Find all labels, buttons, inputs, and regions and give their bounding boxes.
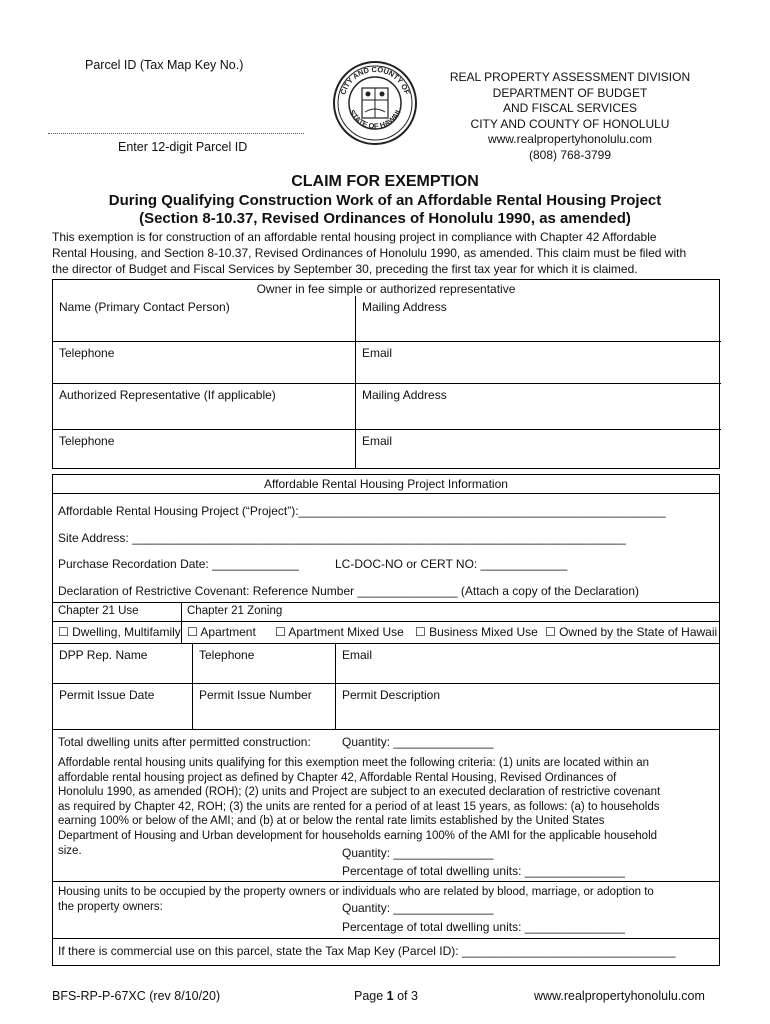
criteria-line: affordable rental housing project as defined by Chapter 42, Affordable Rental Housing, Revised Ordinances of	[58, 771, 617, 784]
permit-issue-number-label: Permit Issue Number	[199, 688, 312, 702]
checkbox-business-mixed-use[interactable]: ☐ Business Mixed Use	[415, 625, 538, 639]
authorized-rep-label: Authorized Representative (If applicable)	[59, 388, 276, 402]
dpp-email-field[interactable]	[336, 644, 719, 684]
mailing-address-label: Mailing Address	[362, 300, 447, 314]
total-units-quantity-field[interactable]: Quantity: _______________	[342, 735, 494, 749]
owner-occupied-line: the property owners:	[58, 900, 163, 913]
qualifying-units-quantity-field[interactable]: Quantity: _______________	[342, 846, 494, 860]
page-number: 1	[386, 989, 394, 1003]
criteria-line: size.	[58, 844, 82, 857]
chapter21-use-label: Chapter 21 Use	[58, 605, 139, 617]
chapter21-col-divider	[181, 602, 182, 643]
name-label: Name (Primary Contact Person)	[59, 300, 230, 314]
form-title: CLAIM FOR EXEMPTION	[291, 173, 479, 190]
chapter21-row-divider	[53, 621, 719, 622]
declaration-reference-field[interactable]: Declaration of Restrictive Covenant: Reference Number _______________ (Attach a copy of the Declaration)	[58, 584, 639, 598]
rep-mailing-address-field[interactable]	[356, 384, 721, 430]
permit-issue-number-field[interactable]	[193, 684, 336, 729]
permit-description-field[interactable]	[336, 684, 719, 729]
svg-text:STATE OF HAWAII: STATE OF HAWAII	[347, 108, 403, 131]
dpp-telephone-field[interactable]	[193, 644, 336, 684]
agency-block	[430, 70, 710, 163]
commercial-tmk-field[interactable]: If there is commercial use on this parcel, state the Tax Map Key (Parcel ID): ________________________________	[58, 944, 676, 958]
page-total: 3	[411, 989, 418, 1003]
checkbox-apartment-mixed-use[interactable]: ☐ Apartment Mixed Use	[275, 625, 404, 639]
agency-line: REAL PROPERTY ASSESSMENT DIVISION	[449, 70, 691, 84]
criteria-paragraph	[58, 756, 718, 858]
intro-line: the director of Budget and Fiscal Services by September 30, preceding the first tax year for which it is claimed.	[52, 262, 638, 276]
dpp-rep-name-field[interactable]	[53, 644, 193, 684]
agency-line: DEPARTMENT OF BUDGET	[492, 85, 648, 100]
checkbox-owned-by-state[interactable]: ☐ Owned by the State of Hawaii	[545, 625, 718, 639]
intro-paragraph	[52, 229, 732, 277]
agency-phone: (808) 768-3799	[528, 147, 612, 162]
dpp-email-label: Email	[342, 648, 373, 662]
chapter21-divider	[53, 602, 719, 603]
purchase-recordation-date-field[interactable]: Purchase Recordation Date: _____________	[58, 557, 299, 571]
email-field[interactable]	[356, 342, 721, 384]
criteria-line: Honolulu 1990, as amended (ROH); (2) units and Project are subject to an executed declaration of restrictive covenant	[58, 786, 661, 799]
owner-section-header: Owner in fee simple or authorized representative	[256, 282, 516, 296]
dpp-rep-name-label: DPP Rep. Name	[59, 648, 148, 662]
rep-email-label: Email	[362, 434, 393, 448]
rep-email-field[interactable]	[356, 430, 721, 468]
name-field[interactable]	[53, 296, 356, 342]
permit-description-label: Permit Description	[342, 688, 441, 702]
rep-telephone-field[interactable]	[53, 430, 356, 468]
form-subtitle: During Qualifying Construction Work of an Affordable Rental Housing Project	[108, 192, 662, 209]
project-name-field[interactable]: Affordable Rental Housing Project (“Project”):_______________________________________________________	[58, 504, 666, 518]
lc-doc-no-field[interactable]: LC-DOC-NO or CERT NO: _____________	[335, 557, 568, 571]
site-address-field[interactable]: Site Address: __________________________________________________________________________	[58, 531, 626, 545]
permit-issue-date-field[interactable]	[53, 684, 193, 729]
project-section-header: Affordable Rental Housing Project Information	[53, 477, 719, 494]
telephone-field[interactable]	[53, 342, 356, 384]
chapter21-zoning-label: Chapter 21 Zoning	[187, 605, 283, 617]
footer-website-link[interactable]: www.realpropertyhonolulu.com	[534, 989, 705, 1003]
mailing-address-field[interactable]	[356, 296, 721, 342]
page-indicator	[354, 989, 418, 1003]
rep-telephone-label: Telephone	[59, 434, 115, 448]
owner-section-table	[52, 279, 720, 469]
authorized-rep-field[interactable]	[53, 384, 356, 430]
agency-line: AND FISCAL SERVICES	[502, 101, 638, 115]
agency-website-link[interactable]: www.realpropertyhonolulu.com	[487, 132, 653, 146]
checkbox-apartment[interactable]: ☐ Apartment	[187, 625, 256, 639]
agency-line: CITY AND COUNTY OF HONOLULU	[470, 116, 670, 131]
checkbox-dwelling-multifamily[interactable]: ☐ Dwelling, Multifamily	[58, 625, 181, 639]
criteria-line: Affordable rental housing units qualifying for this exemption meet the following criteria: (1) units are located within an	[58, 757, 650, 769]
criteria-line: Department of Housing and Urban development for households earning 100% of the AMI for the applicable household	[58, 829, 658, 842]
parcel-id-label: Parcel ID (Tax Map Key No.)	[85, 58, 244, 72]
total-dwelling-units-label: Total dwelling units after permitted construction:	[58, 735, 311, 749]
commercial-divider	[53, 938, 719, 939]
form-id: BFS-RP-P-67XC (rev 8/10/20)	[52, 989, 221, 1003]
qualifying-units-percentage-field[interactable]: Percentage of total dwelling units: _______________	[342, 864, 625, 878]
form-section-reference: (Section 8-10.37, Revised Ordinances of Honolulu 1990, as amended)	[139, 210, 631, 227]
owner-occupied-divider	[53, 881, 719, 882]
criteria-line: as required by Chapter 42, ROH; (3) the units are rented for a period of at least 15 years, as follows: (a) to households	[58, 800, 660, 813]
permit-table	[52, 644, 720, 730]
owner-occupied-line: Housing units to be occupied by the property owners or individuals who are related by blood, marriage, or adoption to	[58, 886, 654, 898]
project-section-table	[52, 474, 720, 644]
permit-issue-date-label: Permit Issue Date	[59, 688, 155, 702]
email-label: Email	[362, 346, 393, 360]
units-section	[52, 730, 720, 966]
owner-units-percentage-field[interactable]: Percentage of total dwelling units: _______________	[342, 920, 625, 934]
intro-line: Rental Housing, and Section 8-10.37, Revised Ordinances of Honolulu 1990, as amended. This claim must be filed with	[52, 246, 687, 260]
rep-mailing-address-label: Mailing Address	[362, 388, 447, 402]
parcel-id-hint: Enter 12-digit Parcel ID	[118, 140, 248, 154]
owner-units-quantity-field[interactable]: Quantity: _______________	[342, 901, 494, 915]
page-of: of	[393, 989, 411, 1003]
intro-line: This exemption is for construction of an affordable rental housing project in compliance with Chapter 42 Affordable	[52, 230, 657, 244]
honolulu-seal-logo	[332, 60, 418, 146]
criteria-line: earning 100% or below of the AMI; and (b) at or below the rental rate limits established by the United States	[58, 815, 605, 828]
parcel-id-input-line[interactable]	[48, 133, 304, 134]
page-prefix: Page	[354, 989, 387, 1003]
telephone-label: Telephone	[59, 346, 115, 360]
svg-text:CITY AND COUNTY OF: CITY AND COUNTY OF	[338, 64, 412, 96]
dpp-telephone-label: Telephone	[199, 648, 255, 662]
